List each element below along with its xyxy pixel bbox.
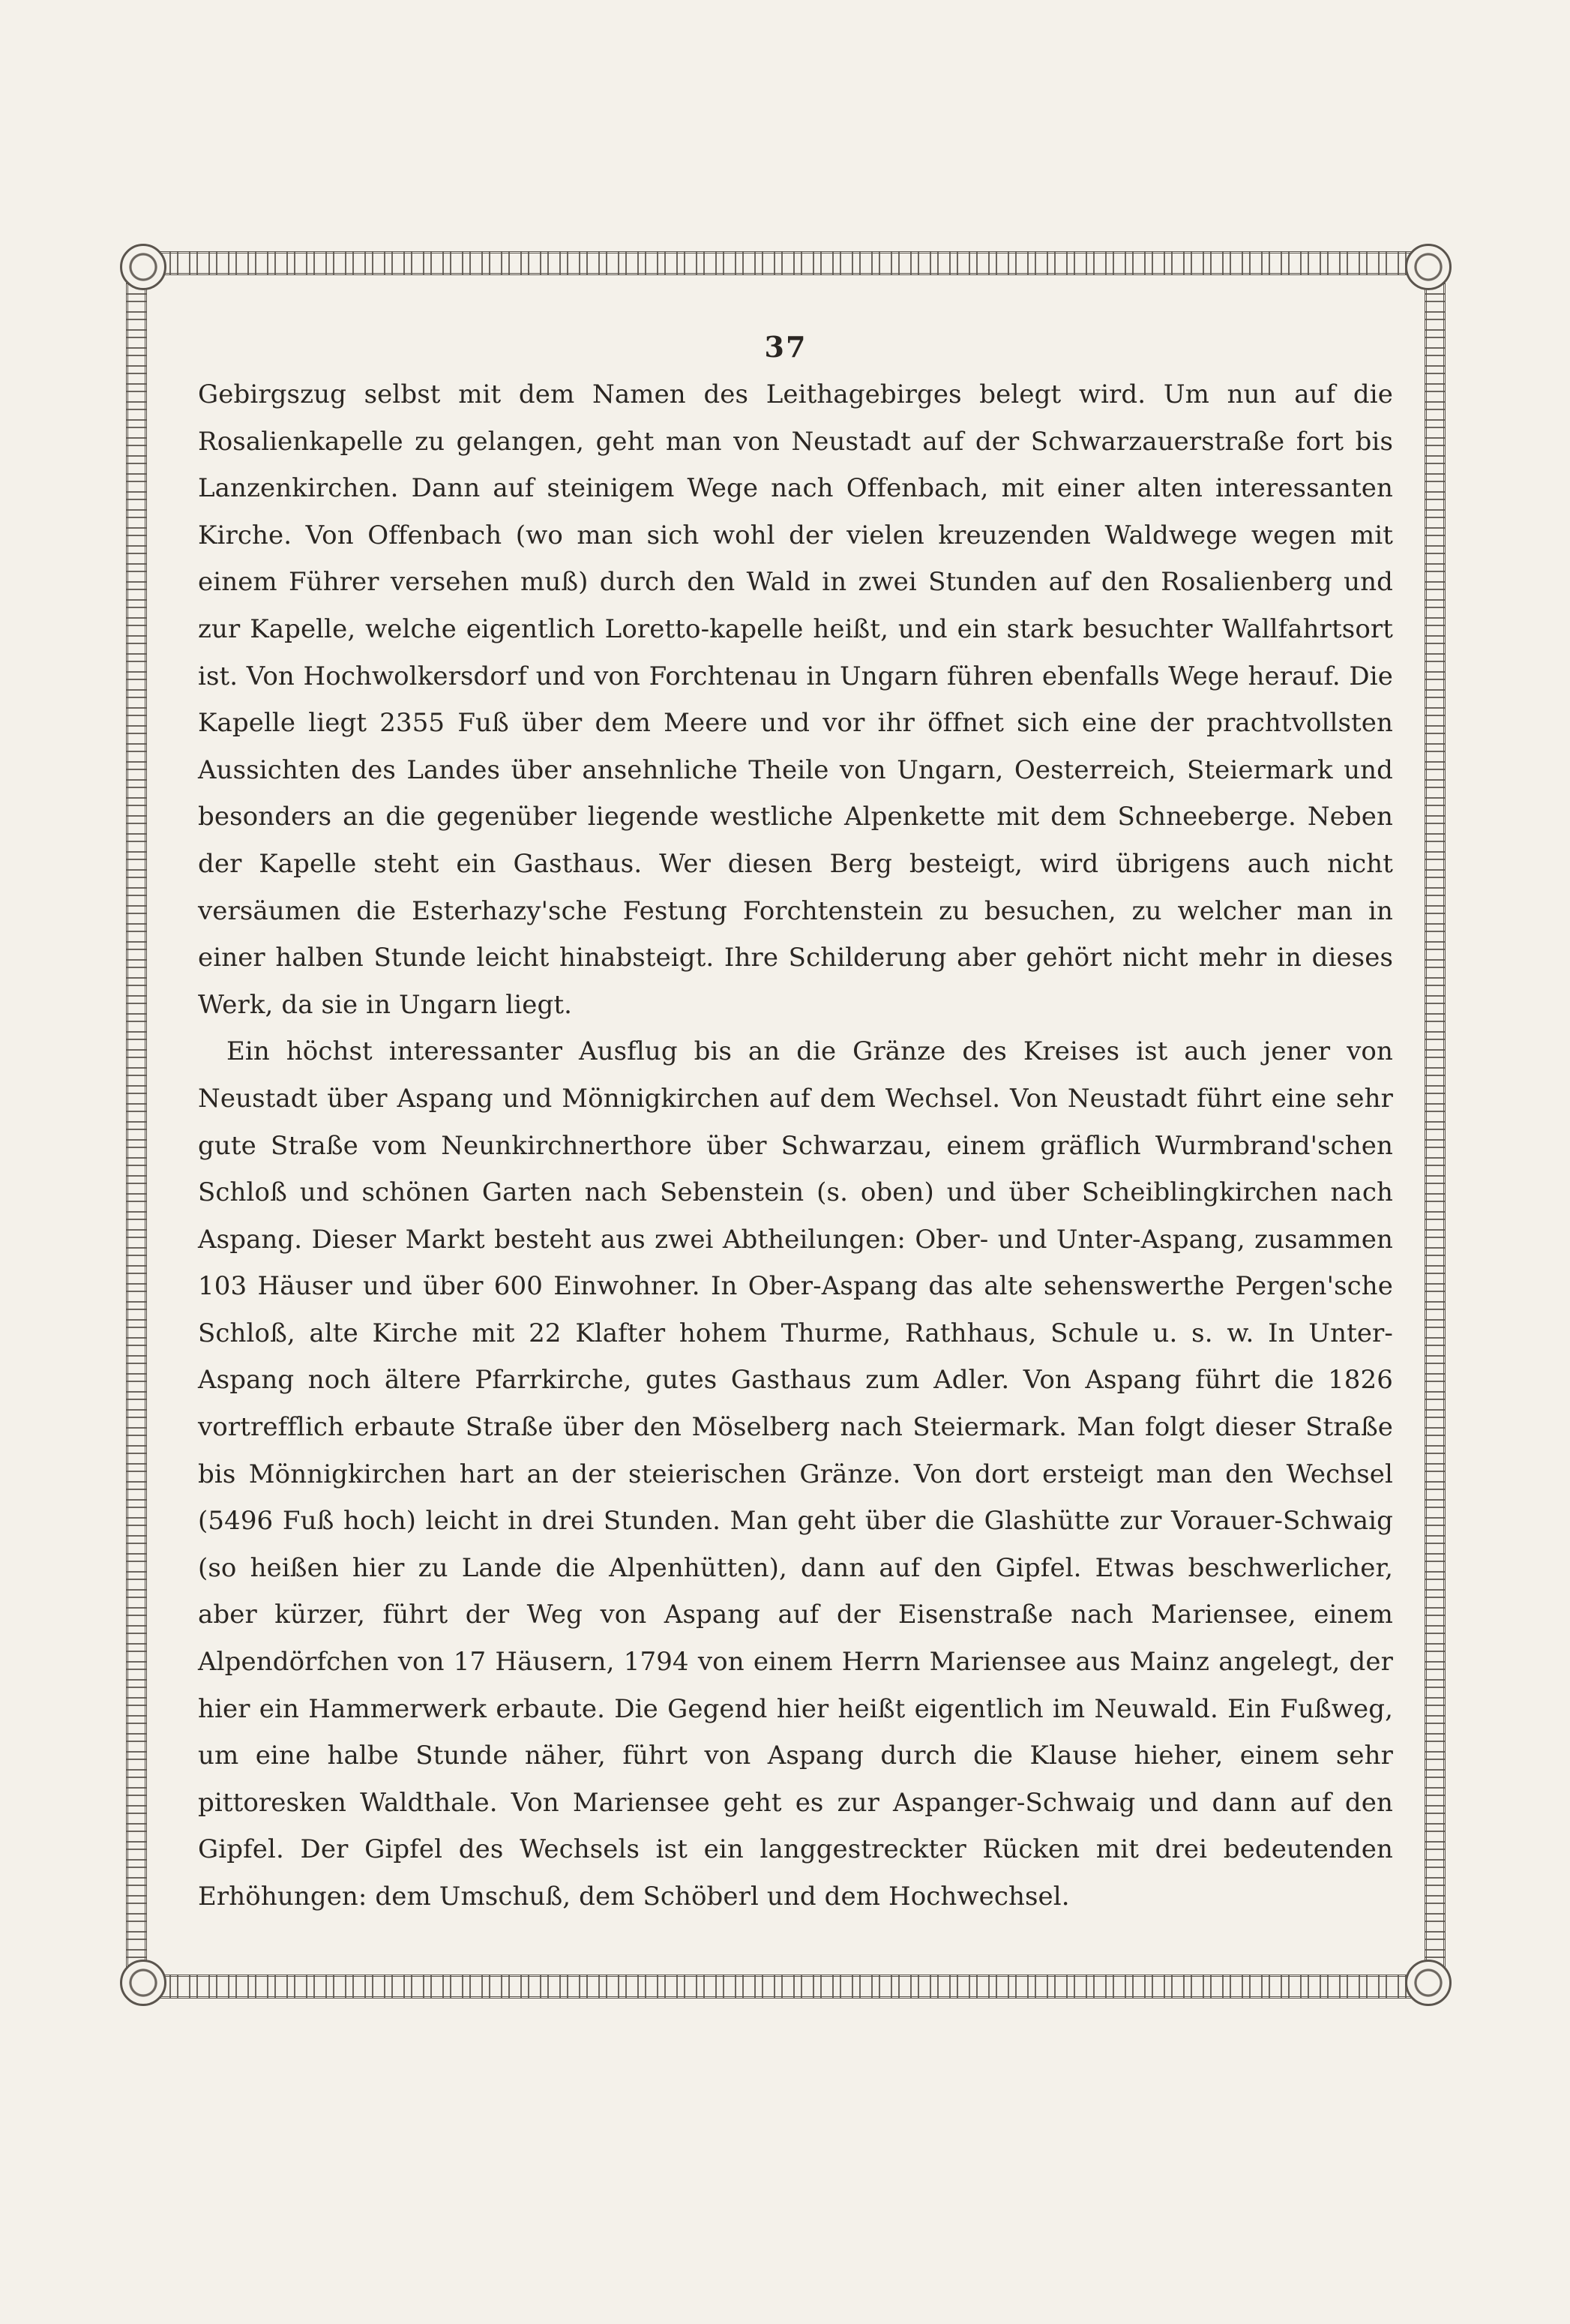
ornament-border-top xyxy=(157,251,1414,275)
ornament-corner-icon xyxy=(1405,244,1452,290)
ornament-border-right xyxy=(1425,283,1446,1967)
paragraph: Ein höchst interessanter Ausflug bis an die Gränze des Kreises ist auch jener von Neustadt über Aspang und Mönnigkirchen auf dem Wechsel. Von Neustadt führt eine sehr gute Straße vom Neunkirchnerthore über Schwarzau, einem gräflich Wurmbrand'schen Schloß und schönen Garten nach Sebenstein (s. oben) und über Scheiblingkirchen nach Aspang. Dieser Markt besteht aus zwei Abtheilungen: Ober- und Unter-Aspang, zusammen 103 Häuser und über 600 Einwohner. In Ober-Aspang das alte sehenswerthe Pergen'sche Schloß, alte Kirche mit 22 Klafter hohem Thurme, Rathhaus, Schule u. s. w. In Unter-Aspang noch ältere Pfarrkirche, gutes Gasthaus zum Adler. Von Aspang führt die 1826 vortrefflich erbaute Straße über den Möselberg nach Steiermark. Man folgt dieser Straße bis Mönnigkirchen hart an der steierischen Gränze. Von dort ersteigt man den Wechsel (5496 Fuß hoch) leicht in drei Stunden. Man geht über die Glashütte zur Vorauer-Schwaig (so heißen hier zu Lande die Alpenhütten), dann auf den Gipfel. Etwas beschwerlicher, aber kürzer, führt der Weg von Aspang auf der Eisenstraße nach Mariensee, einem Alpendörfchen von 17 Häusern, 1794 von einem Herrn Mariensee aus Mainz angelegt, der hier ein Hammerwerk erbaute. Die Gegend hier heißt eigentlich im Neuwald. Ein Fußweg, um eine halbe Stunde näher, führt von Aspang durch die Klause hieher, einem sehr pittoresken Waldthale. Von Mariensee geht es zur Aspanger-Schwaig und dann auf den Gipfel. Der Gipfel des Wechsels ist ein langgestreckter Rücken mit drei bedeutenden Erhöhungen: dem Umschuß, dem Schöberl und dem Hochwechsel. xyxy=(198,1036,1393,1912)
paragraph: Gebirgszug selbst mit dem Namen des Leithagebirges belegt wird. Um nun auf die Rosalienkapelle zu gelangen, geht man von Neustadt auf der Schwarzauerstraße fort bis Lanzenkirchen. Dann auf steinigem Wege nach Offenbach, mit einer alten interessanten Kirche. Von Offenbach (wo man sich wohl der vielen kreuzenden Waldwege wegen mit einem Führer versehen muß) durch den Wald in zwei Stunden auf den Rosalienberg und zur Kapelle, welche eigentlich Loretto-kapelle heißt, und ein stark besuchter Wallfahrtsort ist. Von Hochwolkersdorf und von Forchtenau in Ungarn führen ebenfalls Wege herauf. Die Kapelle liegt 2355 Fuß über dem Meere und vor ihr öffnet sich eine der prachtvollsten Aussichten des Landes über ansehnliche Theile von Ungarn, Oesterreich, Steiermark und besonders an die gegenüber liegende westliche Alpenkette mit dem Schneeberge. Neben der Kapelle steht ein Gasthaus. Wer diesen Berg besteigt, wird übrigens auch nicht versäumen die Esterhazy'sche Festung Forchtenstein zu besuchen, zu welcher man in einer halben Stunde leicht hinabsteigt. Ihre Schilderung aber gehört nicht mehr in dieses Werk, da sie in Ungarn liegt. xyxy=(198,379,1393,1020)
ornament-border-left xyxy=(126,283,147,1967)
ornamental-frame xyxy=(126,251,1446,1999)
ornament-corner-icon xyxy=(120,244,166,290)
ornament-corner-icon xyxy=(1405,1960,1452,2006)
ornament-border-bottom xyxy=(157,1975,1414,1999)
page-number: 37 xyxy=(764,330,807,364)
body-text xyxy=(198,371,1393,1921)
ornament-corner-icon xyxy=(120,1960,166,2006)
